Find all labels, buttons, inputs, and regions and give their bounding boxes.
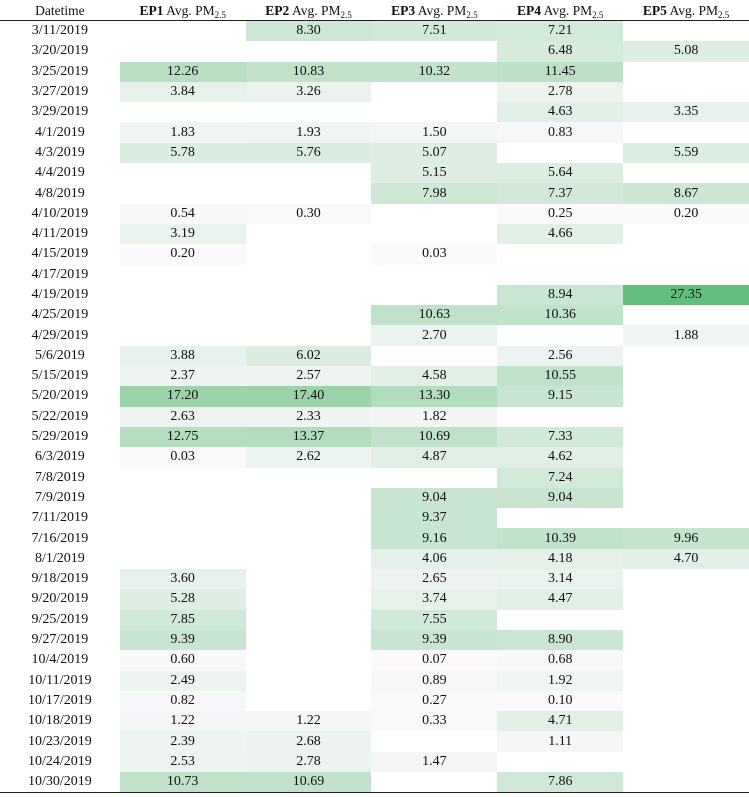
ep2-value-cell [246, 163, 372, 183]
ep4-value-cell: 2.56 [497, 346, 623, 366]
table-row [0, 407, 749, 427]
date-cell: 4/29/2019 [31, 327, 89, 343]
ep3-value-cell: 1.47 [371, 752, 497, 772]
ep3-value-cell [371, 285, 497, 305]
table-row [0, 427, 749, 447]
ep1-value-cell [120, 285, 246, 305]
table-row [0, 569, 749, 589]
date-cell: 7/16/2019 [31, 530, 89, 546]
ep2-value-cell: 10.69 [246, 772, 372, 793]
date-cell: 5/29/2019 [31, 429, 89, 445]
ep3-value-cell: 4.06 [371, 549, 497, 569]
ep5-value-cell [623, 650, 749, 670]
table-row [0, 204, 749, 224]
table-row [0, 731, 749, 751]
ep2-value-cell: 0.30 [246, 204, 372, 224]
ep4-value-cell: 0.10 [497, 691, 623, 711]
table-row [0, 163, 749, 183]
date-cell: 9/25/2019 [31, 611, 89, 627]
ep1-value-cell: 2.37 [120, 366, 246, 386]
ep2-value-cell [246, 589, 372, 609]
ep2-value-cell [246, 549, 372, 569]
ep2-value-cell [246, 183, 372, 203]
header-ep4-label: EP4 [516, 2, 541, 18]
ep2-value-cell: 13.37 [246, 427, 372, 447]
date-cell: 4/3/2019 [34, 144, 85, 160]
ep5-value-cell [623, 82, 749, 102]
header-avg-label: Avg. PM [543, 2, 593, 18]
date-cell: 4/10/2019 [31, 205, 89, 221]
ep2-value-cell [246, 102, 372, 122]
date-cell: 7/11/2019 [31, 510, 88, 526]
ep1-value-cell: 9.39 [120, 630, 246, 650]
ep4-value-cell: 9.15 [497, 386, 623, 406]
ep5-value-cell [623, 386, 749, 406]
ep2-value-cell [246, 41, 372, 61]
ep3-value-cell [371, 772, 497, 793]
header-sub: 2.5 [592, 9, 604, 20]
date-cell: 10/18/2019 [27, 713, 92, 729]
ep5-value-cell [623, 630, 749, 650]
ep4-value-cell: 4.63 [497, 102, 623, 122]
ep3-value-cell: 7.51 [371, 21, 497, 42]
header-sub: 2.5 [214, 9, 226, 20]
ep4-value-cell [497, 325, 623, 345]
ep4-value-cell [497, 508, 623, 528]
ep4-value-cell: 0.68 [497, 650, 623, 670]
ep3-value-cell [371, 41, 497, 61]
ep5-value-cell: 5.59 [623, 143, 749, 163]
date-cell: 10/11/2019 [28, 672, 92, 688]
date-cell: 4/11/2019 [31, 226, 88, 242]
ep4-value-cell: 2.78 [497, 82, 623, 102]
ep2-value-cell [246, 468, 372, 488]
ep4-value-cell: 7.24 [497, 468, 623, 488]
ep3-value-cell: 0.89 [371, 671, 497, 691]
ep1-value-cell [120, 488, 246, 508]
ep1-value-cell: 0.54 [120, 204, 246, 224]
header-ep5-label: EP5 [642, 2, 667, 18]
header-sub: 2.5 [466, 9, 478, 20]
ep4-value-cell: 1.92 [497, 671, 623, 691]
ep4-value-cell: 7.21 [497, 21, 623, 42]
ep1-value-cell: 3.19 [120, 224, 246, 244]
date-cell: 3/20/2019 [31, 43, 89, 59]
ep3-value-cell: 4.58 [371, 366, 497, 386]
ep2-value-cell: 2.62 [246, 447, 372, 467]
ep4-value-cell: 10.36 [497, 305, 623, 325]
ep1-value-cell: 5.78 [120, 143, 246, 163]
ep4-value-cell: 8.90 [497, 630, 623, 650]
date-cell: 4/15/2019 [31, 246, 89, 262]
ep3-value-cell: 9.39 [371, 630, 497, 650]
ep2-value-cell: 10.83 [246, 62, 372, 82]
ep5-value-cell: 3.35 [623, 102, 749, 122]
ep2-value-cell [246, 508, 372, 528]
header-ep5 [623, 1, 749, 21]
date-cell: 7/9/2019 [34, 489, 85, 505]
ep5-value-cell [623, 265, 749, 285]
table-row [0, 691, 749, 711]
ep1-value-cell: 0.20 [120, 244, 246, 264]
ep5-value-cell [623, 244, 749, 264]
table-row [0, 447, 749, 467]
ep4-value-cell: 10.39 [497, 528, 623, 548]
date-cell: 9/18/2019 [31, 571, 89, 587]
ep1-value-cell: 7.85 [120, 610, 246, 630]
ep4-value-cell: 10.55 [497, 366, 623, 386]
ep5-value-cell [623, 772, 749, 793]
ep4-value-cell: 7.37 [497, 183, 623, 203]
ep3-value-cell: 0.33 [371, 711, 497, 731]
ep5-value-cell: 4.70 [623, 549, 749, 569]
ep3-value-cell: 9.37 [371, 508, 497, 528]
ep4-value-cell: 5.64 [497, 163, 623, 183]
ep2-value-cell [246, 224, 372, 244]
ep2-value-cell [246, 671, 372, 691]
ep2-value-cell [246, 325, 372, 345]
ep4-value-cell: 0.25 [497, 204, 623, 224]
ep2-value-cell [246, 630, 372, 650]
table-row [0, 610, 749, 630]
ep5-value-cell [623, 366, 749, 386]
table-row [0, 711, 749, 731]
ep1-value-cell: 1.83 [120, 122, 246, 142]
ep3-value-cell: 10.32 [371, 62, 497, 82]
ep1-value-cell: 10.73 [120, 772, 246, 793]
ep3-value-cell: 1.82 [371, 407, 497, 427]
ep1-value-cell [120, 508, 246, 528]
table-row [0, 630, 749, 650]
ep5-value-cell: 1.88 [623, 325, 749, 345]
ep5-value-cell [623, 468, 749, 488]
ep3-value-cell: 2.70 [371, 325, 497, 345]
ep4-value-cell: 7.86 [497, 772, 623, 793]
ep4-value-cell: 4.66 [497, 224, 623, 244]
table-row [0, 265, 749, 285]
ep2-value-cell [246, 691, 372, 711]
ep5-value-cell [623, 731, 749, 751]
table-row [0, 183, 749, 203]
ep5-value-cell: 9.96 [623, 528, 749, 548]
header-ep4 [497, 1, 623, 21]
ep2-value-cell [246, 285, 372, 305]
ep3-value-cell: 3.74 [371, 589, 497, 609]
ep1-value-cell: 5.28 [120, 589, 246, 609]
ep2-value-cell [246, 650, 372, 670]
ep4-value-cell: 7.33 [497, 427, 623, 447]
ep1-value-cell [120, 41, 246, 61]
date-cell: 5/20/2019 [31, 388, 89, 404]
ep3-value-cell: 0.03 [371, 244, 497, 264]
ep3-value-cell: 7.98 [371, 183, 497, 203]
date-cell: 5/22/2019 [31, 408, 89, 424]
ep5-value-cell [623, 447, 749, 467]
header-ep3 [371, 1, 497, 21]
ep2-value-cell: 2.68 [246, 731, 372, 751]
ep2-value-cell: 5.76 [246, 143, 372, 163]
table-row [0, 549, 749, 569]
ep5-value-cell [623, 589, 749, 609]
pm25-table [0, 1, 749, 793]
table-row [0, 346, 749, 366]
date-cell: 4/25/2019 [31, 307, 89, 323]
ep3-value-cell: 5.15 [371, 163, 497, 183]
date-cell: 5/15/2019 [31, 368, 89, 384]
date-cell: 3/29/2019 [31, 104, 89, 120]
ep4-value-cell: 11.45 [497, 62, 623, 82]
ep4-value-cell: 1.11 [497, 731, 623, 751]
ep4-value-cell [497, 143, 623, 163]
table-row [0, 41, 749, 61]
ep2-value-cell: 2.78 [246, 752, 372, 772]
ep3-value-cell: 4.87 [371, 447, 497, 467]
table-row [0, 528, 749, 548]
ep2-value-cell [246, 244, 372, 264]
ep5-value-cell [623, 62, 749, 82]
ep3-value-cell: 5.07 [371, 143, 497, 163]
ep3-value-cell: 2.65 [371, 569, 497, 589]
header-avg-label: Avg. PM [166, 2, 215, 18]
table-row [0, 488, 749, 508]
ep4-value-cell [497, 752, 623, 772]
date-cell: 4/17/2019 [31, 266, 89, 282]
ep2-value-cell [246, 528, 372, 548]
date-cell: 4/1/2019 [34, 124, 85, 140]
ep1-value-cell [120, 528, 246, 548]
ep1-value-cell [120, 265, 246, 285]
ep1-value-cell: 12.75 [120, 427, 246, 447]
ep3-value-cell [371, 468, 497, 488]
table-row [0, 386, 749, 406]
ep1-value-cell [120, 163, 246, 183]
ep5-value-cell [623, 569, 749, 589]
ep4-value-cell [497, 407, 623, 427]
table-row [0, 82, 749, 102]
ep5-value-cell [623, 508, 749, 528]
ep1-value-cell: 2.63 [120, 407, 246, 427]
ep1-value-cell: 0.82 [120, 691, 246, 711]
ep4-value-cell: 4.62 [497, 447, 623, 467]
table-row [0, 752, 749, 772]
ep3-value-cell: 9.04 [371, 488, 497, 508]
ep4-value-cell: 4.71 [497, 711, 623, 731]
ep5-value-cell: 8.67 [623, 183, 749, 203]
ep1-value-cell [120, 305, 246, 325]
header-sub: 2.5 [340, 9, 352, 20]
ep1-value-cell: 0.60 [120, 650, 246, 670]
ep5-value-cell: 27.35 [623, 285, 749, 305]
date-cell: 3/11/2019 [31, 23, 88, 39]
date-cell: 3/25/2019 [31, 63, 89, 79]
ep4-value-cell: 6.48 [497, 41, 623, 61]
header-ep1-label: EP1 [139, 2, 164, 18]
table-row [0, 122, 749, 142]
header-sub: 2.5 [718, 9, 730, 20]
header-avg-label: Avg. PM [669, 2, 719, 18]
ep3-value-cell: 1.50 [371, 122, 497, 142]
date-cell: 9/20/2019 [31, 591, 89, 607]
table-row [0, 21, 749, 42]
table-row [0, 244, 749, 264]
ep1-value-cell: 3.84 [120, 82, 246, 102]
ep5-value-cell: 0.20 [623, 204, 749, 224]
ep5-value-cell [623, 224, 749, 244]
date-cell: 4/8/2019 [34, 185, 85, 201]
ep4-value-cell: 0.83 [497, 122, 623, 142]
ep4-value-cell [497, 244, 623, 264]
ep3-value-cell: 0.07 [371, 650, 497, 670]
date-cell: 10/30/2019 [0, 772, 120, 793]
ep3-value-cell [371, 224, 497, 244]
ep5-value-cell [623, 610, 749, 630]
table-row [0, 671, 749, 691]
ep2-value-cell [246, 265, 372, 285]
ep2-value-cell: 8.30 [246, 21, 372, 42]
table-header [0, 1, 749, 21]
ep1-value-cell: 3.88 [120, 346, 246, 366]
ep3-value-cell [371, 82, 497, 102]
ep1-value-cell [120, 183, 246, 203]
table-row [0, 508, 749, 528]
ep3-value-cell: 10.63 [371, 305, 497, 325]
ep1-value-cell: 0.03 [120, 447, 246, 467]
ep2-value-cell: 1.22 [246, 711, 372, 731]
table-row [0, 468, 749, 488]
ep4-value-cell [497, 265, 623, 285]
ep3-value-cell: 7.55 [371, 610, 497, 630]
ep5-value-cell [623, 752, 749, 772]
ep5-value-cell [623, 407, 749, 427]
ep2-value-cell [246, 488, 372, 508]
table-row [0, 589, 749, 609]
ep1-value-cell: 17.20 [120, 386, 246, 406]
ep1-value-cell [120, 102, 246, 122]
ep1-value-cell: 3.60 [120, 569, 246, 589]
table-row [0, 650, 749, 670]
ep4-value-cell: 4.47 [497, 589, 623, 609]
ep2-value-cell: 1.93 [246, 122, 372, 142]
table-row [0, 224, 749, 244]
header-datetime: Datetime [0, 1, 120, 21]
ep1-value-cell: 1.22 [120, 711, 246, 731]
ep2-value-cell: 2.57 [246, 366, 372, 386]
table-row [0, 285, 749, 305]
ep3-value-cell [371, 346, 497, 366]
ep3-value-cell: 10.69 [371, 427, 497, 447]
ep5-value-cell [623, 346, 749, 366]
ep5-value-cell [623, 21, 749, 42]
header-avg-label: Avg. PM [417, 2, 467, 18]
ep2-value-cell [246, 305, 372, 325]
table-row [0, 772, 749, 793]
ep3-value-cell [371, 731, 497, 751]
header-ep2-label: EP2 [265, 2, 290, 18]
date-cell: 7/8/2019 [34, 469, 85, 485]
date-cell: 10/17/2019 [27, 692, 92, 708]
header-ep2 [246, 1, 372, 21]
date-cell: 10/4/2019 [31, 652, 89, 668]
ep3-value-cell [371, 102, 497, 122]
date-cell: 5/6/2019 [34, 347, 85, 363]
ep5-value-cell [623, 691, 749, 711]
ep1-value-cell: 2.39 [120, 731, 246, 751]
ep3-value-cell [371, 265, 497, 285]
date-cell: 3/27/2019 [31, 84, 89, 100]
ep2-value-cell: 3.26 [246, 82, 372, 102]
ep2-value-cell: 2.33 [246, 407, 372, 427]
ep1-value-cell: 2.53 [120, 752, 246, 772]
header-avg-label: Avg. PM [291, 2, 341, 18]
ep5-value-cell [623, 122, 749, 142]
table-body [0, 21, 749, 793]
date-cell: 8/1/2019 [34, 550, 85, 566]
ep1-value-cell [120, 325, 246, 345]
header-ep1 [120, 1, 246, 21]
ep1-value-cell [120, 549, 246, 569]
ep5-value-cell [623, 163, 749, 183]
date-cell: 9/27/2019 [31, 632, 89, 648]
date-cell: 4/19/2019 [31, 287, 89, 302]
ep5-value-cell [623, 488, 749, 508]
ep2-value-cell: 6.02 [246, 346, 372, 366]
header-ep3-label: EP3 [391, 2, 416, 18]
ep4-value-cell [497, 610, 623, 630]
ep5-value-cell [623, 305, 749, 325]
date-cell: 6/3/2019 [34, 449, 85, 465]
ep4-value-cell: 9.04 [497, 488, 623, 508]
ep1-value-cell [120, 468, 246, 488]
date-cell: 10/23/2019 [27, 733, 92, 749]
table-row [0, 325, 749, 345]
date-cell: 10/24/2019 [27, 753, 92, 769]
ep3-value-cell: 0.27 [371, 691, 497, 711]
ep1-value-cell: 12.26 [120, 62, 246, 82]
ep4-value-cell: 4.18 [497, 549, 623, 569]
ep3-value-cell [371, 204, 497, 224]
ep3-value-cell: 9.16 [371, 528, 497, 548]
ep5-value-cell: 5.08 [623, 41, 749, 61]
table-row [0, 305, 749, 325]
table-row [0, 102, 749, 122]
ep1-value-cell: 2.49 [120, 671, 246, 691]
ep2-value-cell: 17.40 [246, 386, 372, 406]
ep4-value-cell: 8.94 [497, 285, 623, 305]
ep3-value-cell: 13.30 [371, 386, 497, 406]
table-row [0, 62, 749, 82]
ep2-value-cell [246, 569, 372, 589]
ep5-value-cell [623, 711, 749, 731]
ep5-value-cell [623, 427, 749, 447]
ep2-value-cell [246, 610, 372, 630]
ep4-value-cell: 3.14 [497, 569, 623, 589]
table-row [0, 143, 749, 163]
table-row [0, 366, 749, 386]
ep5-value-cell [623, 671, 749, 691]
date-cell: 4/4/2019 [34, 165, 85, 181]
ep1-value-cell [120, 21, 246, 42]
